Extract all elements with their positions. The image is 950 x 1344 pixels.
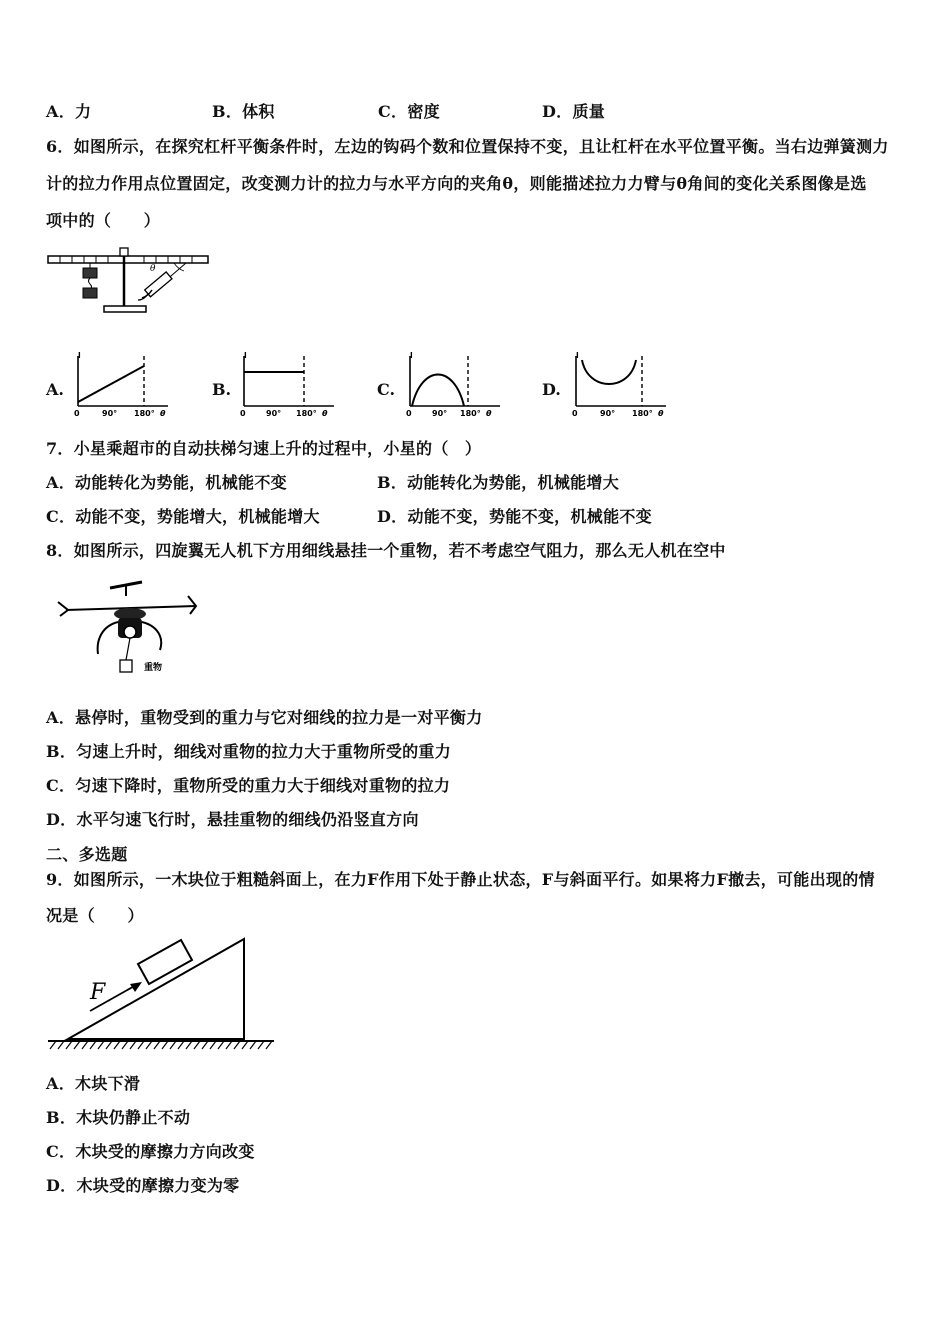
q6-graph-b	[236, 352, 346, 420]
q9-stem-line2: 况是（ ）	[46, 906, 144, 925]
q7-option-a: A．动能转化为势能，机械能不变	[46, 473, 287, 492]
q6-graph-c-tick-180: 180°	[460, 409, 481, 418]
q6-graph-b-tick-0: 0	[240, 409, 246, 418]
q6-option-d-label: D.	[542, 380, 561, 399]
q7-option-c: C．动能不变，势能增大，机械能增大	[46, 507, 320, 526]
q6-graph-b-y-label: l	[244, 351, 247, 360]
q6-graph-a-curve	[78, 366, 144, 402]
q8-option-a: A．悬停时，重物受到的重力与它对细线的拉力是一对平衡力	[46, 708, 483, 727]
q8-figure-label: 重物	[144, 663, 163, 673]
q5-option-d: D．质量	[542, 102, 606, 121]
q6-graph-d	[568, 352, 678, 420]
q8-option-b: B．匀速上升时，细线对重物的拉力大于重物所受的重力	[46, 742, 452, 761]
q6-graph-a-tick-0: 0	[74, 409, 80, 418]
section-title-multi-choice: 二、多选题	[46, 845, 128, 864]
q8-option-c: C．匀速下降时，重物所受的重力大于细线对重物的拉力	[46, 776, 451, 795]
q6-graph-c-y-label: l	[410, 351, 413, 360]
q7-stem: 7．小星乘超市的自动扶梯匀速上升的过程中，小星的（ ）	[46, 439, 482, 458]
q6-stem-line3: 项中的（ ）	[46, 211, 161, 230]
q6-graph-c-tick-0: 0	[406, 409, 412, 418]
q6-graph-d-theta: θ	[658, 409, 664, 418]
q6-graph-b-tick-180: 180°	[296, 409, 317, 418]
q7-option-b: B．动能转化为势能，机械能增大	[377, 473, 620, 492]
q6-stem-line2: 计的拉力作用点位置固定，改变测力计的拉力与水平方向的夹角θ，则能描述拉力力臂与θ角间的变化关系图像是选	[46, 174, 867, 193]
q6-graph-a-tick-90: 90°	[102, 409, 118, 418]
q7-option-d: D．动能不变，势能不变，机械能不变	[377, 507, 652, 526]
q6-figure-theta: θ	[150, 264, 156, 274]
q5-option-a: A．力	[46, 102, 92, 121]
q6-option-b-label: B.	[212, 380, 232, 399]
q6-graph-c-tick-90: 90°	[432, 409, 448, 418]
q8-drone-figure	[56, 580, 206, 680]
q6-stem-line1: 6．如图所示，在探究杠杆平衡条件时，左边的钩码个数和位置保持不变，且让杠杆在水平位置平衡。当右边弹簧测力	[46, 137, 889, 156]
q6-graph-b-theta: θ	[322, 409, 328, 418]
q6-graph-a-theta: θ	[160, 409, 166, 418]
q9-stem-line1: 9．如图所示，一木块位于粗糙斜面上，在力F作用下处于静止状态，F与斜面平行。如果将力F撤去，可能出现的情	[46, 870, 875, 889]
q5-option-c: C．密度	[378, 102, 440, 121]
q6-graph-a	[70, 352, 180, 420]
q6-graph-c-theta: θ	[486, 409, 492, 418]
q6-graph-d-tick-180: 180°	[632, 409, 653, 418]
q6-graph-d-tick-0: 0	[572, 409, 578, 418]
q8-option-d: D．水平匀速飞行时，悬挂重物的细线仍沿竖直方向	[46, 810, 419, 829]
q6-graph-c	[402, 352, 512, 420]
q6-graph-a-tick-180: 180°	[134, 409, 155, 418]
q6-graph-d-y-label: l	[576, 351, 579, 360]
q9-option-d: D．木块受的摩擦力变为零	[46, 1176, 240, 1195]
q6-graph-a-y-label: l	[78, 351, 81, 360]
q6-option-a-label: A.	[46, 380, 64, 399]
q6-lever-figure	[46, 244, 211, 319]
q9-figure-force: F	[90, 980, 106, 1005]
q5-option-b: B．体积	[212, 102, 275, 121]
q9-option-c: C．木块受的摩擦力方向改变	[46, 1142, 255, 1161]
q9-option-a: A．木块下滑	[46, 1074, 141, 1093]
q9-incline-figure	[46, 935, 276, 1053]
q6-graph-b-tick-90: 90°	[266, 409, 282, 418]
q6-graph-d-curve	[582, 360, 636, 384]
q8-stem: 8．如图所示，四旋翼无人机下方用细线悬挂一个重物，若不考虑空气阻力，那么无人机在空中	[46, 541, 726, 560]
q6-graph-d-tick-90: 90°	[600, 409, 616, 418]
q9-option-b: B．木块仍静止不动	[46, 1108, 191, 1127]
q6-option-c-label: C.	[377, 380, 396, 399]
q6-graph-c-curve	[412, 375, 464, 407]
